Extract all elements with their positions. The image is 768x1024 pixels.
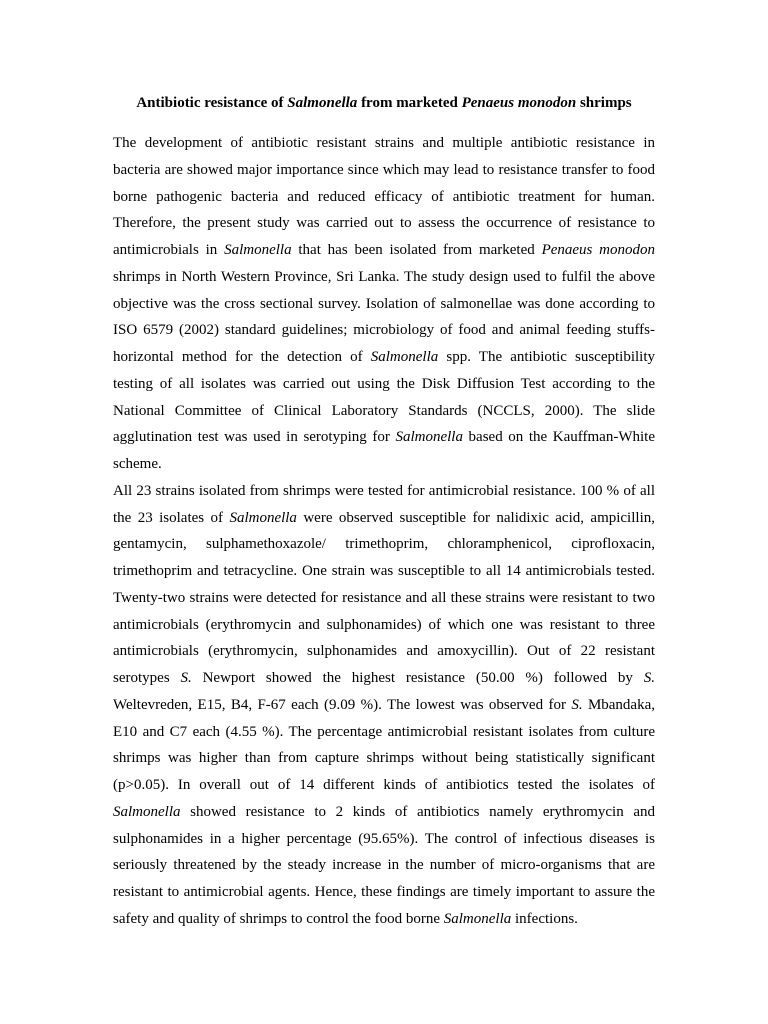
text-segment: trimethoprim and tetracycline. One strain was susceptible to all 14 antimicrobials tested. bbox=[113, 563, 655, 579]
text-line bbox=[113, 772, 655, 799]
text-line bbox=[113, 745, 655, 772]
text-segment: spp. The antibiotic susceptibility bbox=[438, 349, 655, 365]
text-line bbox=[113, 585, 655, 612]
page-title bbox=[0, 90, 768, 116]
text-line bbox=[113, 612, 655, 639]
text-segment: the 23 isolates of bbox=[113, 509, 230, 526]
italic-term: Salmonella bbox=[229, 509, 297, 526]
text-segment: All 23 strains isolated from shrimps were tested for antimicrobial resistance. 100 % of all bbox=[113, 482, 655, 499]
text-line bbox=[113, 478, 655, 505]
text-line bbox=[113, 852, 655, 879]
text-segment: E10 and C7 each (4.55 %). The percentage antimicrobial resistant isolates from culture bbox=[113, 723, 655, 740]
text-segment: based on the Kauffman-White bbox=[462, 429, 655, 446]
paragraph bbox=[113, 478, 655, 933]
text-segment: serotypes bbox=[113, 670, 181, 686]
text-line bbox=[113, 665, 655, 692]
text-segment: antimicrobials in bbox=[113, 242, 225, 258]
text-segment: (p>0.05). In overall out of 14 different kinds of antibiotics tested the isolates of bbox=[113, 777, 655, 793]
text-segment: Twenty-two strains were detected for resistance and all these strains were resistant to two bbox=[113, 589, 655, 606]
text-segment: sulphonamides in a higher percentage (95.65%). The control of infectious diseases is bbox=[113, 830, 655, 847]
text-segment: The development of antibiotic resistant strains and multiple antibiotic resistance in bbox=[113, 135, 655, 151]
text-segment: infections. bbox=[511, 910, 578, 927]
text-segment: safety and quality of shrimps to control the food borne bbox=[113, 910, 444, 927]
italic-term: S. bbox=[571, 696, 583, 713]
italic-term: S. bbox=[180, 670, 192, 686]
text-line bbox=[113, 424, 655, 451]
text-line bbox=[113, 371, 655, 398]
text-segment: borne pathogenic bacteria and reduced efficacy of antibiotic treatment for human. bbox=[113, 188, 655, 205]
text-line bbox=[113, 130, 655, 157]
text-line bbox=[113, 184, 655, 211]
italic-term: Salmonella bbox=[224, 242, 292, 258]
text-segment: shrimps was higher than from capture shrimps without being statistically significant bbox=[113, 750, 655, 767]
text-line bbox=[113, 157, 655, 184]
text-line bbox=[113, 638, 655, 665]
italic-term: Salmonella bbox=[443, 910, 512, 927]
text-segment: testing of all isolates was carried out using the Disk Diffusion Test according to the bbox=[113, 375, 655, 392]
text-line bbox=[113, 317, 655, 344]
italic-term: Salmonella bbox=[287, 95, 358, 111]
italic-term: Penaeus monodon bbox=[461, 95, 577, 111]
text-segment: Mbandaka, bbox=[582, 696, 655, 713]
abstract-body bbox=[113, 130, 655, 933]
text-line bbox=[113, 398, 655, 425]
text-segment: scheme. bbox=[113, 456, 162, 472]
text-segment: seriously threatened by the steady increase in the number of micro-organisms that are bbox=[113, 857, 655, 874]
italic-term: S. bbox=[643, 670, 655, 686]
text-segment: Antibiotic resistance of bbox=[136, 95, 288, 111]
text-segment: shrimps in North Western Province, Sri Lanka. The study design used to fulfil the above bbox=[113, 268, 655, 285]
text-line bbox=[113, 210, 655, 237]
text-segment: were observed susceptible for nalidixic acid, ampicillin, bbox=[296, 509, 655, 526]
text-line bbox=[113, 291, 655, 318]
text-line bbox=[113, 826, 655, 853]
italic-term: Penaeus monodon bbox=[541, 242, 656, 258]
text-line bbox=[113, 344, 655, 371]
text-segment: National Committee of Clinical Laboratory Standards (NCCLS, 2000). The slide bbox=[113, 402, 655, 419]
text-line bbox=[113, 505, 655, 532]
text-line bbox=[113, 692, 655, 719]
text-line bbox=[113, 906, 655, 933]
text-line bbox=[113, 237, 655, 264]
text-line bbox=[113, 558, 655, 585]
text-segment: shrimps bbox=[576, 95, 632, 111]
text-segment: objective was the cross sectional survey. Isolation of salmonellae was done according to bbox=[113, 295, 655, 312]
text-line bbox=[113, 719, 655, 746]
text-segment: resistant to antimicrobial agents. Hence, these findings are timely important to assure the bbox=[113, 884, 655, 900]
text-segment: from marketed bbox=[357, 95, 462, 111]
text-segment: Therefore, the present study was carried out to assess the occurrence of resistance to bbox=[113, 215, 655, 232]
paragraph bbox=[113, 130, 655, 478]
text-line bbox=[113, 264, 655, 291]
text-line bbox=[113, 531, 655, 558]
text-line bbox=[113, 799, 655, 826]
text-segment: Newport showed the highest resistance (50.00 %) followed by bbox=[191, 670, 644, 686]
text-segment: antimicrobials (erythromycin and sulphonamides) of which one was resistant to three bbox=[113, 616, 655, 633]
text-segment: antimicrobials (erythromycin, sulphonamides and amoxycillin). Out of 22 resistant bbox=[113, 643, 655, 660]
text-segment: horizontal method for the detection of bbox=[113, 349, 371, 365]
text-line bbox=[113, 879, 655, 906]
italic-term: Salmonella bbox=[113, 803, 181, 820]
text-segment: bacteria are showed major importance since which may lead to resistance transfer to food bbox=[113, 161, 655, 178]
text-line bbox=[113, 451, 655, 478]
italic-term: Salmonella bbox=[370, 349, 439, 365]
italic-term: Salmonella bbox=[395, 429, 463, 446]
text-segment: Weltevreden, E15, B4, F-67 each (9.09 %). The lowest was observed for bbox=[113, 696, 572, 713]
text-segment: showed resistance to 2 kinds of antibiotics namely erythromycin and bbox=[180, 803, 655, 820]
text-segment: that has been isolated from marketed bbox=[291, 242, 542, 258]
text-segment: gentamycin, sulphamethoxazole/ trimethoprim, chloramphenicol, ciprofloxacin, bbox=[113, 536, 655, 553]
text-segment: agglutination test was used in serotyping for bbox=[113, 429, 396, 446]
text-segment: ISO 6579 (2002) standard guidelines; microbiology of food and animal feeding stuffs- bbox=[113, 322, 655, 339]
